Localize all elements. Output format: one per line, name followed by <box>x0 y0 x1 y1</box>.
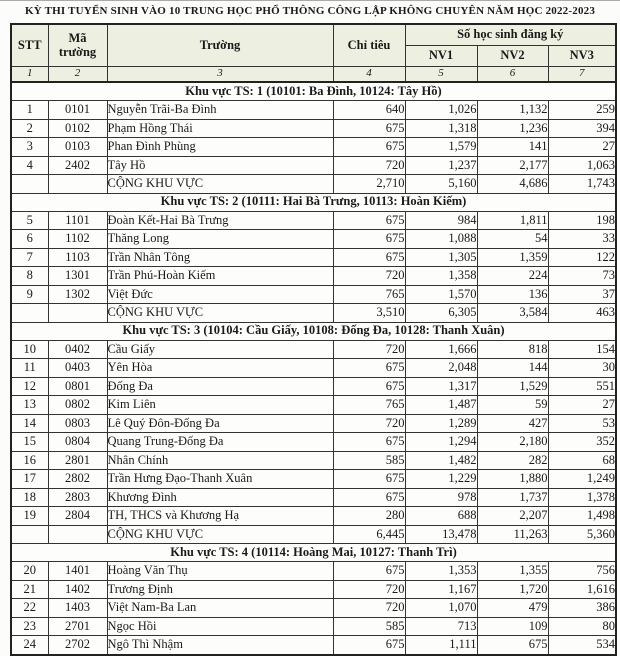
school-name-cell: CỘNG KHU VỰC <box>107 175 333 194</box>
nv2-cell: 2,207 <box>477 507 548 526</box>
school-name-cell: Quang Trung-Đống Đa <box>107 433 333 452</box>
nv3-cell: 1,249 <box>548 470 616 489</box>
school-name-cell: Thăng Long <box>107 230 333 249</box>
school-name-cell: Nhân Chính <box>107 451 333 470</box>
table-body <box>11 82 616 655</box>
school-name-cell: Trần Hưng Đạo-Thanh Xuân <box>107 470 333 489</box>
column-number-cell: 2 <box>48 67 107 83</box>
table-row <box>11 451 616 470</box>
col-header-chi-tieu: Chỉ tiêu <box>333 24 405 67</box>
school-code-cell: 1302 <box>48 285 107 304</box>
school-name-cell: Ngô Thì Nhậm <box>107 636 333 655</box>
col-header-nv2: NV2 <box>477 46 548 67</box>
stt-cell: 8 <box>11 267 48 286</box>
column-number-cell: 3 <box>107 67 333 83</box>
school-code-cell: 1301 <box>48 267 107 286</box>
school-name-cell: Hoàng Văn Thụ <box>107 562 333 581</box>
nv3-cell: 27 <box>548 396 616 415</box>
quota-cell: 675 <box>333 138 405 157</box>
school-code-cell <box>48 175 107 194</box>
nv1-cell: 1,167 <box>405 580 477 599</box>
table-row <box>11 359 616 378</box>
school-code-cell: 2803 <box>48 488 107 507</box>
admissions-table <box>10 23 617 656</box>
quota-cell: 280 <box>333 507 405 526</box>
table-row <box>11 101 616 120</box>
nv2-cell: 136 <box>477 285 548 304</box>
section-title: Khu vực TS: 3 (10104: Cầu Giấy, 10108: Đống Đa, 10128: Thanh Xuân) <box>11 322 616 340</box>
nv2-cell: 675 <box>477 636 548 655</box>
stt-cell: 23 <box>11 617 48 636</box>
stt-cell: 19 <box>11 507 48 526</box>
table-row <box>11 580 616 599</box>
nv2-cell: 1,880 <box>477 470 548 489</box>
table-row <box>11 636 616 655</box>
school-code-cell: 0802 <box>48 396 107 415</box>
col-header-stt: STT <box>11 24 48 67</box>
table-row <box>11 248 616 267</box>
section-header-row <box>11 322 616 340</box>
col-header-nv1: NV1 <box>405 46 477 67</box>
school-code-cell: 1101 <box>48 211 107 230</box>
stt-cell: 15 <box>11 433 48 452</box>
stt-cell: 6 <box>11 230 48 249</box>
table-row <box>11 507 616 526</box>
nv2-cell: 59 <box>477 396 548 415</box>
table-row <box>11 617 616 636</box>
stt-cell: 1 <box>11 101 48 120</box>
table-row <box>11 599 616 618</box>
column-number-cell: 6 <box>477 67 548 83</box>
table-row <box>11 562 616 581</box>
school-code-cell <box>48 304 107 323</box>
school-name-cell: Phạm Hồng Thái <box>107 119 333 138</box>
table-row <box>11 377 616 396</box>
section-total-row <box>11 525 616 544</box>
nv3-cell: 756 <box>548 562 616 581</box>
nv2-cell: 2,177 <box>477 156 548 175</box>
table-header <box>11 24 616 82</box>
school-code-cell: 1402 <box>48 580 107 599</box>
column-number-cell: 5 <box>405 67 477 83</box>
quota-cell: 2,710 <box>333 175 405 194</box>
section-header-row <box>11 82 616 101</box>
nv2-cell: 1,737 <box>477 488 548 507</box>
nv3-cell: 68 <box>548 451 616 470</box>
stt-cell: 24 <box>11 636 48 655</box>
school-code-cell: 0103 <box>48 138 107 157</box>
stt-cell: 18 <box>11 488 48 507</box>
quota-cell: 720 <box>333 156 405 175</box>
nv1-cell: 6,305 <box>405 304 477 323</box>
table-row <box>11 414 616 433</box>
quota-cell: 585 <box>333 451 405 470</box>
school-name-cell: Đống Đa <box>107 377 333 396</box>
nv3-cell: 80 <box>548 617 616 636</box>
quota-cell: 675 <box>333 248 405 267</box>
school-name-cell: Khương Đình <box>107 488 333 507</box>
school-code-cell: 1103 <box>48 248 107 267</box>
nv1-cell: 1,289 <box>405 414 477 433</box>
quota-cell: 765 <box>333 396 405 415</box>
nv1-cell: 984 <box>405 211 477 230</box>
nv1-cell: 5,160 <box>405 175 477 194</box>
stt-cell: 9 <box>11 285 48 304</box>
quota-cell: 6,445 <box>333 525 405 544</box>
nv1-cell: 1,358 <box>405 267 477 286</box>
nv1-cell: 1,088 <box>405 230 477 249</box>
quota-cell: 720 <box>333 267 405 286</box>
nv1-cell: 1,666 <box>405 340 477 359</box>
stt-cell: 13 <box>11 396 48 415</box>
section-header-row <box>11 193 616 211</box>
quota-cell: 720 <box>333 580 405 599</box>
quota-cell: 640 <box>333 101 405 120</box>
nv3-cell: 154 <box>548 340 616 359</box>
school-name-cell: Việt Đức <box>107 285 333 304</box>
nv1-cell: 1,579 <box>405 138 477 157</box>
table-row <box>11 267 616 286</box>
nv1-cell: 1,487 <box>405 396 477 415</box>
stt-cell: 3 <box>11 138 48 157</box>
nv2-cell: 282 <box>477 451 548 470</box>
nv2-cell: 11,263 <box>477 525 548 544</box>
table-row <box>11 470 616 489</box>
stt-cell <box>11 175 48 194</box>
school-name-cell: Nguyễn Trãi-Ba Đình <box>107 101 333 120</box>
stt-cell: 16 <box>11 451 48 470</box>
nv3-cell: 352 <box>548 433 616 452</box>
quota-cell: 675 <box>333 119 405 138</box>
nv1-cell: 1,229 <box>405 470 477 489</box>
nv2-cell: 224 <box>477 267 548 286</box>
stt-cell: 21 <box>11 580 48 599</box>
nv2-cell: 141 <box>477 138 548 157</box>
nv2-cell: 479 <box>477 599 548 618</box>
table-row <box>11 433 616 452</box>
stt-cell <box>11 304 48 323</box>
school-code-cell: 0101 <box>48 101 107 120</box>
col-header-nv3: NV3 <box>548 46 616 67</box>
school-code-cell: 0102 <box>48 119 107 138</box>
quota-cell: 720 <box>333 414 405 433</box>
table-row <box>11 340 616 359</box>
nv2-cell: 1,811 <box>477 211 548 230</box>
nv1-cell: 1,570 <box>405 285 477 304</box>
quota-cell: 675 <box>333 359 405 378</box>
nv2-cell: 3,584 <box>477 304 548 323</box>
nv3-cell: 53 <box>548 414 616 433</box>
stt-cell: 2 <box>11 119 48 138</box>
nv3-cell: 33 <box>548 230 616 249</box>
nv1-cell: 1,482 <box>405 451 477 470</box>
nv2-cell: 2,180 <box>477 433 548 452</box>
table-row <box>11 230 616 249</box>
school-name-cell: Đoàn Kết-Hai Bà Trưng <box>107 211 333 230</box>
nv2-cell: 1,355 <box>477 562 548 581</box>
nv2-cell: 427 <box>477 414 548 433</box>
stt-cell: 22 <box>11 599 48 618</box>
nv3-cell: 27 <box>548 138 616 157</box>
school-name-cell: Trần Nhân Tông <box>107 248 333 267</box>
table-row <box>11 156 616 175</box>
nv3-cell: 5,360 <box>548 525 616 544</box>
column-number-cell: 1 <box>11 67 48 83</box>
school-name-cell: Cầu Giấy <box>107 340 333 359</box>
table-row <box>11 488 616 507</box>
school-code-cell: 1403 <box>48 599 107 618</box>
nv3-cell: 198 <box>548 211 616 230</box>
school-name-cell: TH, THCS và Khương Hạ <box>107 507 333 526</box>
school-name-cell: CỘNG KHU VỰC <box>107 304 333 323</box>
stt-cell <box>11 525 48 544</box>
nv1-cell: 1,026 <box>405 101 477 120</box>
nv3-cell: 1,743 <box>548 175 616 194</box>
stt-cell: 11 <box>11 359 48 378</box>
quota-cell: 3,510 <box>333 304 405 323</box>
nv2-cell: 144 <box>477 359 548 378</box>
school-code-cell: 0402 <box>48 340 107 359</box>
school-name-cell: Kim Liên <box>107 396 333 415</box>
section-title: Khu vực TS: 2 (10111: Hai Bà Trưng, 10113: Hoàn Kiếm) <box>11 193 616 211</box>
table-row <box>11 119 616 138</box>
school-name-cell: Trần Phú-Hoàn Kiếm <box>107 267 333 286</box>
quota-cell: 720 <box>333 599 405 618</box>
quota-cell: 675 <box>333 377 405 396</box>
nv3-cell: 37 <box>548 285 616 304</box>
stt-cell: 17 <box>11 470 48 489</box>
school-code-cell: 2802 <box>48 470 107 489</box>
quota-cell: 675 <box>333 562 405 581</box>
school-code-cell: 2402 <box>48 156 107 175</box>
school-code-cell: 1401 <box>48 562 107 581</box>
quota-cell: 720 <box>333 340 405 359</box>
school-name-cell: Lê Quý Đôn-Đống Đa <box>107 414 333 433</box>
column-number-row <box>11 67 616 83</box>
nv2-cell: 4,686 <box>477 175 548 194</box>
nv3-cell: 394 <box>548 119 616 138</box>
nv1-cell: 688 <box>405 507 477 526</box>
nv2-cell: 1,132 <box>477 101 548 120</box>
school-code-cell <box>48 525 107 544</box>
quota-cell: 585 <box>333 617 405 636</box>
nv2-cell: 1,359 <box>477 248 548 267</box>
nv3-cell: 1,378 <box>548 488 616 507</box>
section-title: Khu vực TS: 1 (10101: Ba Đình, 10124: Tây Hồ) <box>11 82 616 101</box>
school-code-cell: 0804 <box>48 433 107 452</box>
school-name-cell: Phan Đình Phùng <box>107 138 333 157</box>
school-code-cell: 1102 <box>48 230 107 249</box>
nv2-cell: 54 <box>477 230 548 249</box>
nv3-cell: 73 <box>548 267 616 286</box>
school-code-cell: 2702 <box>48 636 107 655</box>
nv2-cell: 109 <box>477 617 548 636</box>
nv3-cell: 534 <box>548 636 616 655</box>
school-name-cell: Ngọc Hồi <box>107 617 333 636</box>
stt-cell: 10 <box>11 340 48 359</box>
school-code-cell: 2801 <box>48 451 107 470</box>
school-code-cell: 2804 <box>48 507 107 526</box>
nv3-cell: 551 <box>548 377 616 396</box>
school-code-cell: 2701 <box>48 617 107 636</box>
nv1-cell: 2,048 <box>405 359 477 378</box>
page-title: KỲ THI TUYỂN SINH VÀO 10 TRUNG HỌC PHỔ THÔNG CÔNG LẬP KHÔNG CHUYÊN NĂM HỌC 2022-2023 <box>24 5 596 17</box>
quota-cell: 675 <box>333 230 405 249</box>
nv3-cell: 1,616 <box>548 580 616 599</box>
quota-cell: 765 <box>333 285 405 304</box>
nv3-cell: 259 <box>548 101 616 120</box>
school-code-cell: 0803 <box>48 414 107 433</box>
school-code-cell: 0403 <box>48 359 107 378</box>
nv2-cell: 1,236 <box>477 119 548 138</box>
col-header-so-hoc-sinh: Số học sinh đăng ký <box>405 24 616 46</box>
nv3-cell: 30 <box>548 359 616 378</box>
nv1-cell: 978 <box>405 488 477 507</box>
nv3-cell: 1,498 <box>548 507 616 526</box>
section-total-row <box>11 175 616 194</box>
quota-cell: 675 <box>333 636 405 655</box>
stt-cell: 14 <box>11 414 48 433</box>
stt-cell: 20 <box>11 562 48 581</box>
column-number-cell: 4 <box>333 67 405 83</box>
nv2-cell: 1,529 <box>477 377 548 396</box>
col-header-ma-truong: Mã trường <box>48 24 107 67</box>
section-total-row <box>11 304 616 323</box>
column-number-cell: 7 <box>548 67 616 83</box>
school-name-cell: Việt Nam-Ba Lan <box>107 599 333 618</box>
stt-cell: 4 <box>11 156 48 175</box>
nv1-cell: 1,317 <box>405 377 477 396</box>
table-row <box>11 138 616 157</box>
school-code-cell: 0801 <box>48 377 107 396</box>
nv1-cell: 713 <box>405 617 477 636</box>
quota-cell: 675 <box>333 211 405 230</box>
nv2-cell: 1,720 <box>477 580 548 599</box>
quota-cell: 675 <box>333 433 405 452</box>
school-name-cell: Tây Hồ <box>107 156 333 175</box>
table-row <box>11 285 616 304</box>
school-name-cell: CỘNG KHU VỰC <box>107 525 333 544</box>
stt-cell: 12 <box>11 377 48 396</box>
nv1-cell: 1,305 <box>405 248 477 267</box>
school-name-cell: Trương Định <box>107 580 333 599</box>
table-row <box>11 396 616 415</box>
nv3-cell: 463 <box>548 304 616 323</box>
nv1-cell: 1,318 <box>405 119 477 138</box>
nv1-cell: 13,478 <box>405 525 477 544</box>
nv1-cell: 1,294 <box>405 433 477 452</box>
nv3-cell: 386 <box>548 599 616 618</box>
stt-cell: 5 <box>11 211 48 230</box>
nv1-cell: 1,353 <box>405 562 477 581</box>
nv3-cell: 1,063 <box>548 156 616 175</box>
quota-cell: 675 <box>333 488 405 507</box>
nv3-cell: 122 <box>548 248 616 267</box>
col-header-truong: Trường <box>107 24 333 67</box>
nv2-cell: 818 <box>477 340 548 359</box>
school-name-cell: Yên Hòa <box>107 359 333 378</box>
quota-cell: 675 <box>333 470 405 489</box>
nv1-cell: 1,237 <box>405 156 477 175</box>
table-row <box>11 211 616 230</box>
nv1-cell: 1,070 <box>405 599 477 618</box>
section-title: Khu vực TS: 4 (10114: Hoàng Mai, 10127: Thanh Trì) <box>11 544 616 562</box>
section-header-row <box>11 544 616 562</box>
stt-cell: 7 <box>11 248 48 267</box>
nv1-cell: 1,111 <box>405 636 477 655</box>
